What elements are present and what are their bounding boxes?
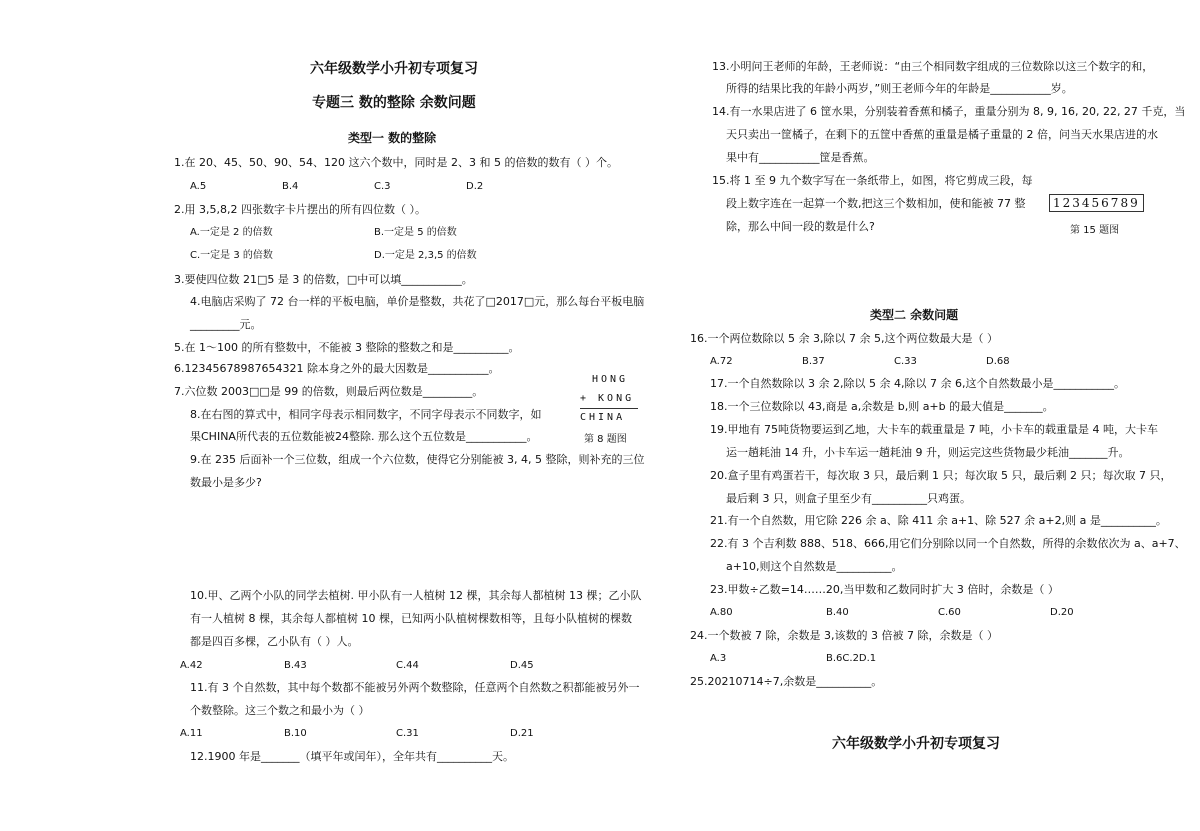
section-heading-remainder: 类型二 余数问题 [870,308,959,322]
question-22-line2: a+10,则这个自然数是__________。 [726,560,903,573]
option-d: D.68 [986,356,1010,367]
question-9-line2: 数最小是多少? [190,476,262,489]
option-a: A.3 [710,653,727,664]
option-b-c-d: B.6C.2D.1 [826,653,877,664]
question-21: 21.有一个自然数，用它除 226 余 a、除 411 余 a+1、除 527 余 a+2,则 a 是__________。 [710,514,1167,527]
question-8-line2: 果CHINA所代表的五位数能被24整除. 那么这个五位数是___________。 [190,430,538,443]
question-11-line1: 11.有 3 个自然数，其中每个数都不能被另外两个数整除，任意两个自然数之积都能被另外一 [190,681,640,694]
option-c: C.60 [938,607,961,618]
option-a: A.11 [180,728,203,739]
question-14-line1: 14.有一水果店进了 6 筐水果，分别装着香蕉和橘子，重量分别为 8, 9, 16, 20, 22, 27 千克，当 [712,105,1186,118]
option-c: C.一定是 3 的倍数 [190,250,273,261]
question-13-line2: 所得的结果比我的年龄小两岁，”则王老师今年的年龄是___________岁。 [726,82,1073,95]
option-b: B.37 [802,356,825,367]
question-2: 2.用 3,5,8,2 四张数字卡片摆出的所有四位数（ ）。 [174,203,426,216]
option-b: B.一定是 5 的倍数 [374,227,457,238]
question-20-line2: 最后剩 3 只，则盒子里至少有__________只鸡蛋。 [726,492,971,505]
option-c: C.33 [894,356,917,367]
question-20-line1: 20.盒子里有鸡蛋若干，每次取 3 只，最后剩 1 只；每次取 5 只，最后剩 2 只；每次取 7 只， [710,469,1172,482]
question-10-line2: 有一人植树 8 棵，其余每人都植树 10 棵，已知两小队植树棵数相等，且每小队植树的棵数 [190,612,632,625]
option-d: D.一定是 2,3,5 的倍数 [374,250,477,261]
question-17: 17.一个自然数除以 3 余 2,除以 5 余 4,除以 7 余 6,这个自然数最小是___________。 [710,377,1125,390]
question-15-line2: 段上数字连在一起算一个数,把这三个数相加，使和能被 77 整 [726,197,1026,210]
question-24: 24.一个数被 7 除，余数是 3,该数的 3 倍被 7 除，余数是（ ） [690,629,998,642]
question-9-line1: 9.在 235 后面补一个三位数，组成一个六位数，使得它分别能被 3, 4, 5 整除，则补充的三位 [190,453,645,466]
question-14-line3: 果中有___________筐是香蕉。 [726,151,875,164]
fig8-caption: 第 8 题图 [584,434,627,445]
fig8-row-hong: HONG [592,374,629,385]
option-a: A.一定是 2 的倍数 [190,227,273,238]
option-b: B.40 [826,607,849,618]
fig15-caption: 第 15 题图 [1070,225,1120,236]
question-3: 3.要使四位数 21□5 是 3 的倍数，□中可以填___________。 [174,273,473,286]
question-4-line1: 4.电脑店采购了 72 台一样的平板电脑，单价是整数，共花了□2017□元，那么每台平板电脑 [190,295,645,308]
fig8-row-kong: + KONG [580,393,635,404]
question-5: 5.在 1～100 的所有整数中，不能被 3 整除的整数之和是__________。 [174,341,520,354]
question-23: 23.甲数÷乙数=14……20,当甲数和乙数同时扩大 3 倍时，余数是（ ） [710,583,1059,596]
option-d: D.2 [466,181,484,192]
section-heading-divisibility: 类型一 数的整除 [348,131,437,145]
option-c: C.44 [396,660,419,671]
topic-subtitle: 专题三 数的整除 余数问题 [312,95,476,111]
question-13-line1: 13.小明问王老师的年龄，王老师说：“由三个相同数字组成的三位数除以这三个数字的和， [712,60,1154,73]
question-15-line3: 除，那么中间一段的数是什么? [726,220,875,233]
question-10-line3: 都是四百多棵，乙小队有（ ）人。 [190,635,359,648]
question-14-line2: 天只卖出一筐橘子，在剩下的五筐中香蕉的重量是橘子重量的 2 倍，问当天水果店进的水 [726,128,1158,141]
option-a: A.72 [710,356,733,367]
fig15-paper-strip: 123456789 [1049,194,1144,212]
question-18: 18.一个三位数除以 43,商是 a,余数是 b,则 a+b 的最大值是_______。 [710,400,1054,413]
option-d: D.21 [510,728,534,739]
option-b: B.10 [284,728,307,739]
option-b: B.43 [284,660,307,671]
question-22-line1: 22.有 3 个吉利数 888、518、666,用它们分别除以同一个自然数，所得的余数依次为 a、a+7、 [710,537,1186,550]
question-1: 1.在 20、45、50、90、54、120 这六个数中，同时是 2、3 和 5 的倍数的数有（ ）个。 [174,156,618,169]
option-a: A.42 [180,660,203,671]
option-a: A.80 [710,607,733,618]
option-d: D.20 [1050,607,1074,618]
question-8-line1: 8.在右图的算式中，相同字母表示相同数字，不同字母表示不同数字，如 [190,408,542,421]
question-19-line2: 运一趟耗油 14 升，小卡车运一趟耗油 9 升，则运完这些货物最少耗油_______升。 [726,446,1130,459]
option-b: B.4 [282,181,299,192]
question-16: 16.一个两位数除以 5 余 3,除以 7 余 5,这个两位数最大是（ ） [690,332,998,345]
question-19-line1: 19.甲地有 75吨货物要运到乙地，大卡车的载重量是 7 吨，小卡车的载重量是 4 吨，大卡车 [710,423,1158,436]
option-d: D.45 [510,660,534,671]
worksheet-title-next-page: 六年级数学小升初专项复习 [832,736,1000,752]
question-11-line2: 个数整除。这三个数之和最小为（ ） [190,704,370,717]
option-c: C.3 [374,181,391,192]
question-4-line2: _________元。 [190,318,262,331]
worksheet-title: 六年级数学小升初专项复习 [310,61,478,77]
question-12: 12.1900 年是_______（填平年或闰年），全年共有__________天。 [190,750,514,763]
option-a: A.5 [190,181,207,192]
question-7: 7.六位数 2003□□是 99 的倍数，则最后两位数是_________。 [174,385,484,398]
question-10-line1: 10.甲、乙两个小队的同学去植树. 甲小队有一人植树 12 棵，其余每人都植树 13 棵；乙小队 [190,589,642,602]
question-25: 25.20210714÷7,余数是__________。 [690,675,883,688]
option-c: C.31 [396,728,419,739]
question-6: 6.12345678987654321 除本身之外的最大因数是___________。 [174,362,500,375]
question-15-line1: 15.将 1 至 9 九个数字写在一条纸带上，如图，将它剪成三段，每 [712,174,1033,187]
fig8-row-china: CHINA [580,412,626,423]
fig8-sum-line [580,408,638,409]
